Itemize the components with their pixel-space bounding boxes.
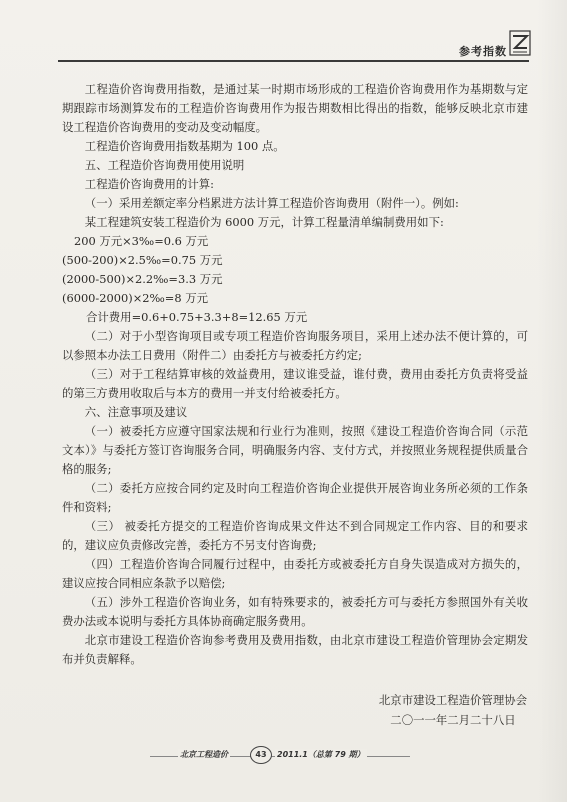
journal-logo-icon bbox=[509, 30, 531, 56]
body-text bbox=[62, 80, 528, 669]
paragraph: （一）被委托方应遵守国家法规和行业行为准则，按照《建设工程造价咨询合同（示范文本）》与委托方签订咨询服务合同，明确服务内容、支付方式，并按照业务规程提供质量合格的服务; bbox=[62, 424, 528, 476]
paragraph: 北京市建设工程造价咨询参考费用及费用指数，由北京市建设工程造价管理协会定期发布并负责解释。 bbox=[62, 633, 528, 666]
section-heading: 五、工程造价咨询费用使用说明 bbox=[84, 158, 245, 172]
page-header bbox=[0, 0, 567, 70]
issue-number: 2011.1（总第 79 期） bbox=[277, 750, 365, 759]
paragraph: 某工程建筑安装工程造价为 6000 万元，计算工程量清单编制费用如下: bbox=[84, 215, 444, 229]
page-footer bbox=[150, 746, 410, 764]
paragraph: （一）采用差额定率分档累进方法计算工程造价咨询费用（附件一）。例如: bbox=[84, 196, 459, 210]
signature-org: 北京市建设工程造价管理协会 bbox=[378, 693, 527, 707]
page-number: 43 bbox=[250, 746, 272, 764]
signature-date: 二〇一一年二月二十八日 bbox=[390, 713, 516, 727]
calc-line: (6000-2000)×2‰=8 万元 bbox=[62, 291, 208, 305]
scan-edge-shade bbox=[537, 0, 567, 802]
calc-total: 合计费用=0.6+0.75+3.3+8=12.65 万元 bbox=[86, 310, 308, 324]
calc-line: (2000-500)×2.2‰=3.3 万元 bbox=[62, 272, 223, 286]
paragraph: 工程造价咨询费用的计算: bbox=[84, 177, 214, 191]
paragraph: （四）工程造价咨询合同履行过程中，由委托方或被委托方自身失误造成对方损失的，建议应按合同相应条款予以赔偿; bbox=[62, 557, 528, 590]
paragraph: （三） 被委托方提交的工程造价咨询成果文件达不到合同规定工作内容、目的和要求的，建议应负责修改完善，委托方不另支付咨询费; bbox=[62, 519, 528, 552]
paragraph: （五）涉外工程造价咨询业务，如有特殊要求的，被委托方可与委托方参照国外有关收费办法或本说明与委托方具体协商确定服务费用。 bbox=[62, 595, 528, 628]
paragraph: 工程造价咨询费用指数基期为 100 点。 bbox=[84, 139, 285, 153]
paragraph: （二）委托方应按合同约定及时向工程造价咨询企业提供开展咨询业务所必须的工作条件和资料; bbox=[62, 481, 528, 514]
journal-name: 北京工程造价 bbox=[180, 750, 228, 759]
section-title: 参考指数 bbox=[459, 45, 507, 58]
calc-line: (500-200)×2.5‰=0.75 万元 bbox=[62, 253, 223, 267]
signature-block bbox=[379, 690, 527, 730]
header-rule bbox=[58, 60, 529, 62]
calc-line: 200 万元×3‰=0.6 万元 bbox=[74, 234, 209, 248]
paragraph: （三）对于工程结算审核的效益费用，建议谁受益，谁付费，费用由委托方负责将受益的第三方费用收取后与本方的费用一并支付给被委托方。 bbox=[62, 367, 528, 400]
paragraph: 工程造价咨询费用指数，是通过某一时期市场形成的工程造价咨询费用作为基期数与定期跟踪市场测算发布的工程造价咨询费用作为报告期数相比得出的指数，能够反映北京市建设工程造价咨询费用的变动及变动幅度。 bbox=[62, 82, 528, 134]
paragraph: （二）对于小型咨询项目或专项工程造价咨询服务项目，采用上述办法不便计算的，可以参照本办法工日费用（附件二）由委托方与被委托方约定; bbox=[62, 329, 528, 362]
section-heading: 六、注意事项及建议 bbox=[84, 405, 188, 419]
